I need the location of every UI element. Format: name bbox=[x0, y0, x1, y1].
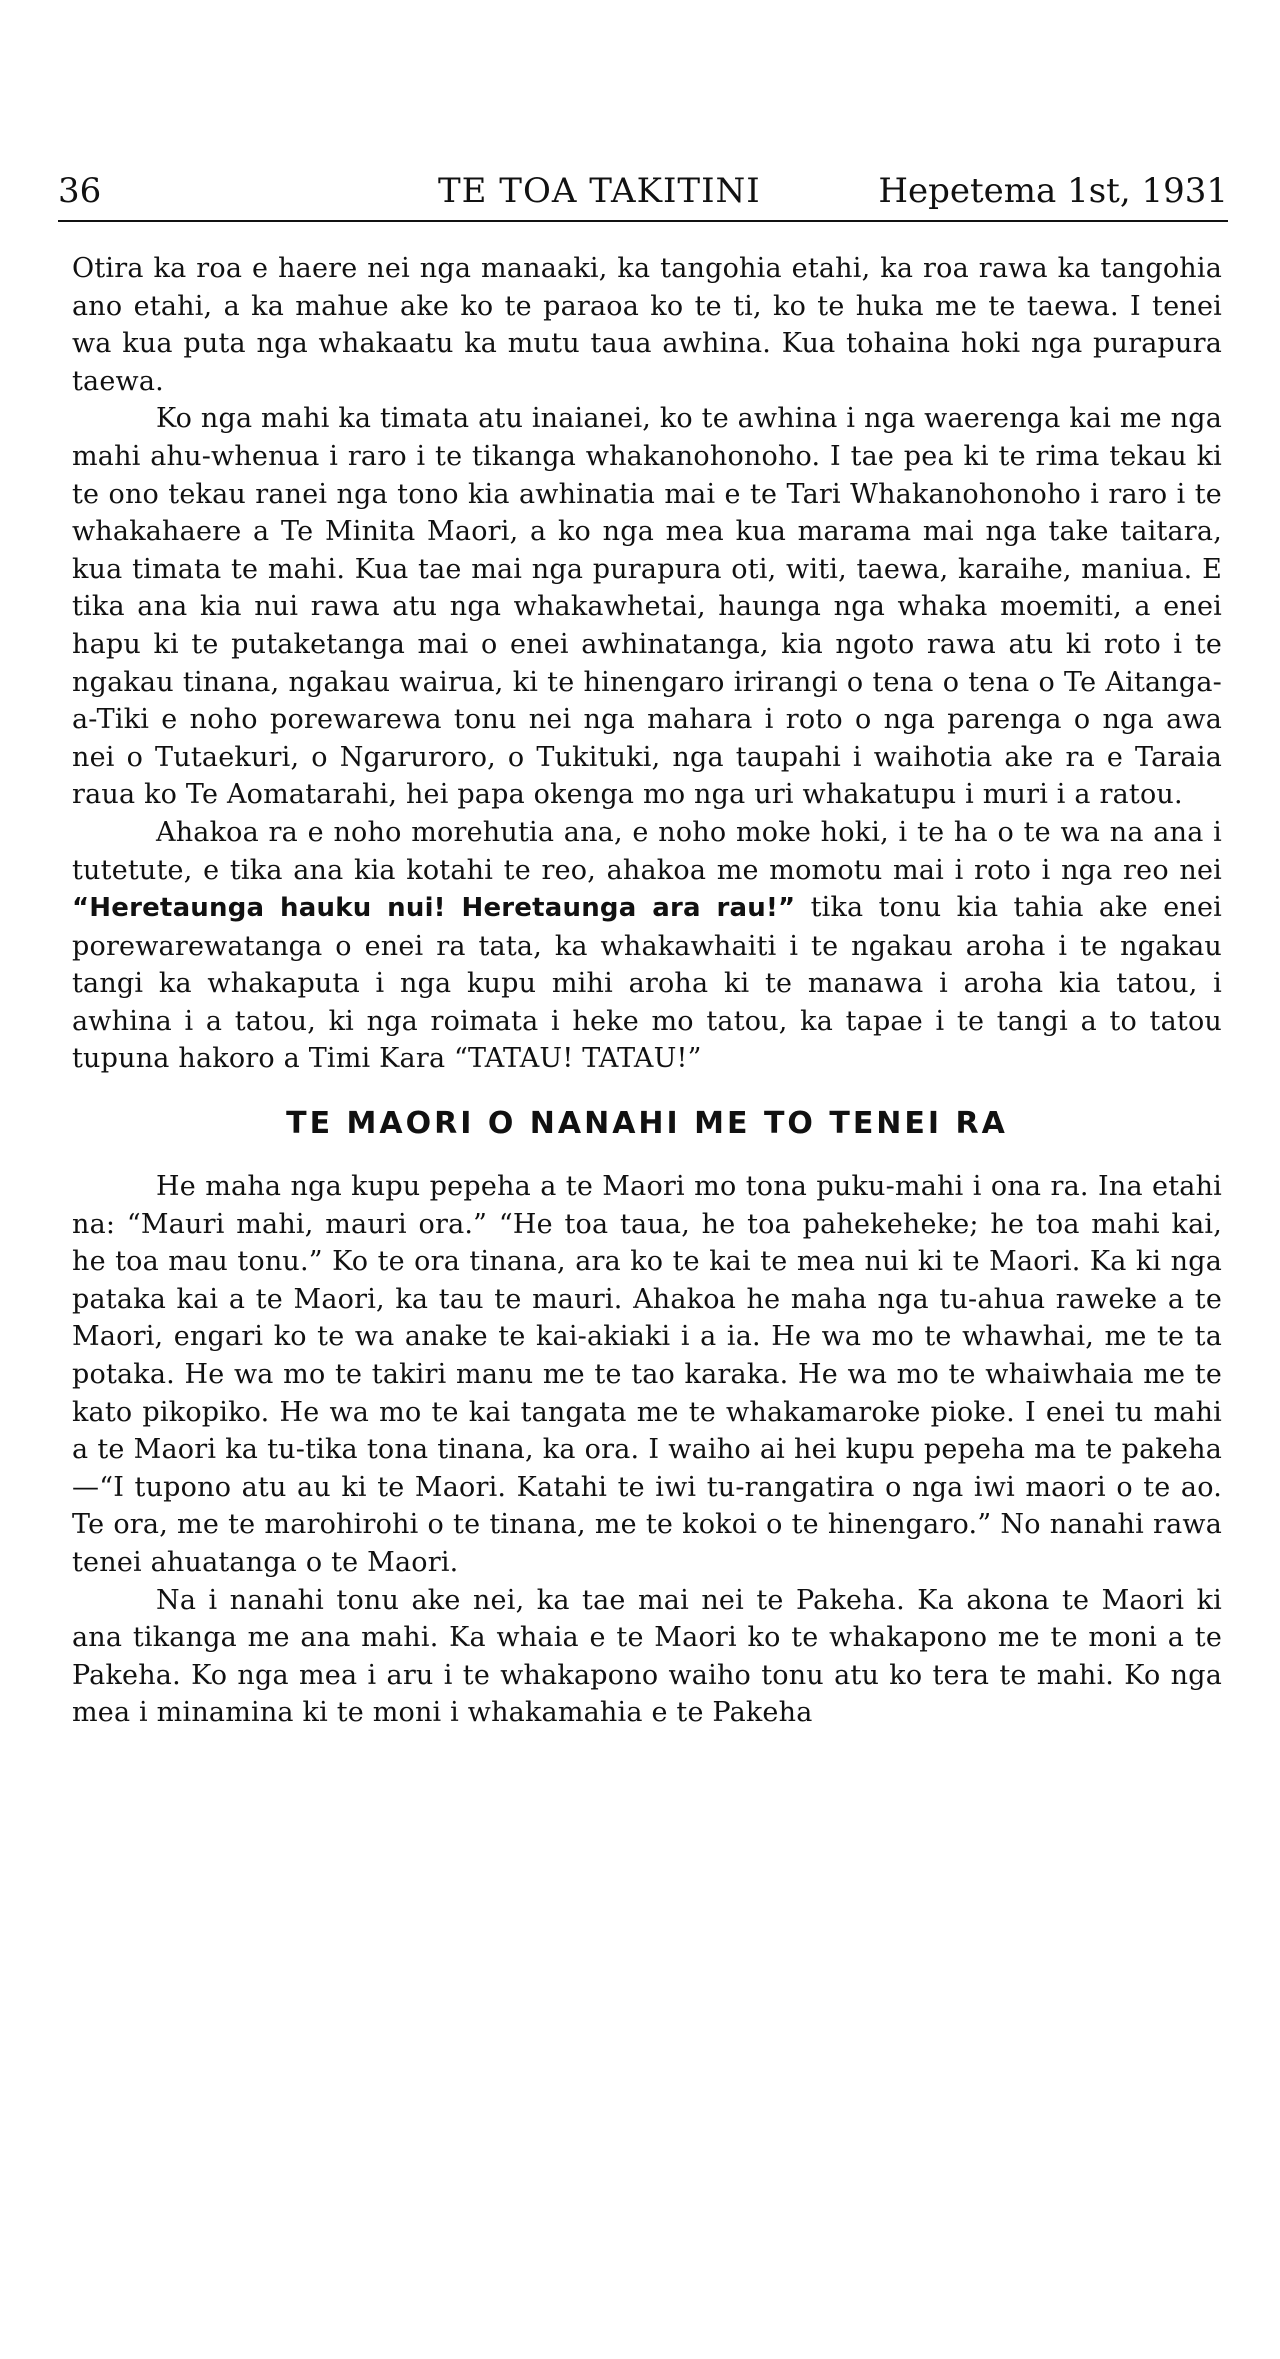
paragraph: He maha nga kupu pepeha a te Maori mo tona puku-mahi i ona ra. Ina etahi na: “Mauri mahi, mauri ora.” “He toa taua, he toa pahekeheke; he toa mahi kai, he toa mau tonu.” Ko te ora tinana, ara ko te kai te mea nui ki te Maori. Ka ki nga pataka kai a te Maori, ka tau te mauri. Ahakoa he maha nga tu-ahua raweke a te Maori, engari ko te wa anake te kai-akiaki i a ia. He wa mo te whawhai, me te ta potaka. He wa mo te takiri manu me te tao karaka. He wa mo te whaiwhaia me te kato pikopiko. He wa mo te kai tangata me te whakamaroke pioke. I enei tu mahi a te Maori ka tu-tika tona tinana, ka ora. I waiho ai hei kupu pepeha ma te pakeha—“I tupono atu au ki te Maori. Katahi te iwi tu-rangatira o nga iwi maori o te ao. Te ora, me te marohirohi o te tinana, me te kokoi o te hinengaro.” No nanahi rawa tenei ahuatanga o te Maori. bbox=[72, 1171, 1222, 1578]
issue-date: Hepetema 1st, 1931 bbox=[878, 171, 1228, 211]
paragraph-continued: Otira ka roa e haere nei nga manaaki, ka tangohia etahi, ka roa rawa ka tangohia ano etahi, a ka mahue ake ko te paraoa ko te ti, ko te huka me te taewa. I tenei wa kua puta nga whakaatu ka mutu taua awhina. Kua tohaina hoki nga purapura taewa. bbox=[72, 253, 1222, 397]
article-body bbox=[72, 250, 1222, 1732]
section-heading: TE MAORI O NANAHI ME TO TENEI RA bbox=[286, 1106, 1008, 1142]
page-number: 36 bbox=[58, 171, 102, 211]
header-rule bbox=[58, 220, 1228, 222]
bold-quote: “Heretaunga hauku nui! Heretaunga ara rau!” bbox=[72, 893, 796, 924]
paragraph: Na i nanahi tonu ake nei, ka tae mai nei te Pakeha. Ka akona te Maori ki ana tikanga me ana mahi. Ka whaia e te Maori ko te whakapono me te moni a te Pakeha. Ko nga mea i aru i te whakapono waiho tonu atu ko tera te mahi. Ko nga mea i minamina ki te moni i whakamahia e te Pakeha bbox=[72, 1584, 1222, 1729]
paragraph-with-quote bbox=[72, 814, 1222, 1078]
page-header bbox=[58, 168, 1228, 214]
publication-title: TE TOA TAKITINI bbox=[438, 171, 761, 211]
paragraph: Ko nga mahi ka timata atu inaianei, ko te awhina i nga waerenga kai me nga mahi ahu-whenua i raro i te tikanga whakanohonoho. I tae pea ki te rima tekau ki te ono tekau ranei nga tono kia awhinatia mai e te Tari Whakanohonoho i raro i te whakahaere a Te Minita Maori, a ko nga mea kua marama mai nga take taitara, kua timata te mahi. Kua tae mai nga purapura oti, witi, taewa, karaihe, maniua. E tika ana kia nui rawa atu nga whakawhetai, haunga nga whaka moemiti, a enei hapu ki te putaketanga mai o enei awhinatanga, kia ngoto rawa atu ki roto i te ngakau tinana, ngakau wairua, ki te hinengaro irirangi o tena o tena o Te Aitanga-a-Tiki e noho porewarewa tonu nei nga mahara i roto o nga parenga o nga awa nei o Tutaekuri, o Ngaruroro, o Tukituki, nga taupahi i waihotia ake ra e Taraia raua ko Te Aomatarahi, hei papa okenga mo nga uri whakatupu i muri i a ratou. bbox=[72, 403, 1222, 811]
paragraph-text: tika tonu kia tahia ake enei porewarewatanga o enei ra tata, ka whakawhaiti i te ngakau aroha i te ngakau tangi ka whakaputa i nga kupu mihi aroha ki te manawa i aroha kia tatou, i awhina i a tatou, ki nga roimata i heke mo tatou, ka tapae i te tangi a to tatou tupuna hakoro a Timi Kara “TATAU! TATAU!” bbox=[72, 892, 1222, 1075]
paragraph-text: Ahakoa ra e noho morehutia ana, e noho moke hoki, i te ha o te wa na ana i tutetute, e tika ana kia kotahi te reo, ahakoa me momotu mai i roto i nga reo nei bbox=[72, 816, 1222, 886]
